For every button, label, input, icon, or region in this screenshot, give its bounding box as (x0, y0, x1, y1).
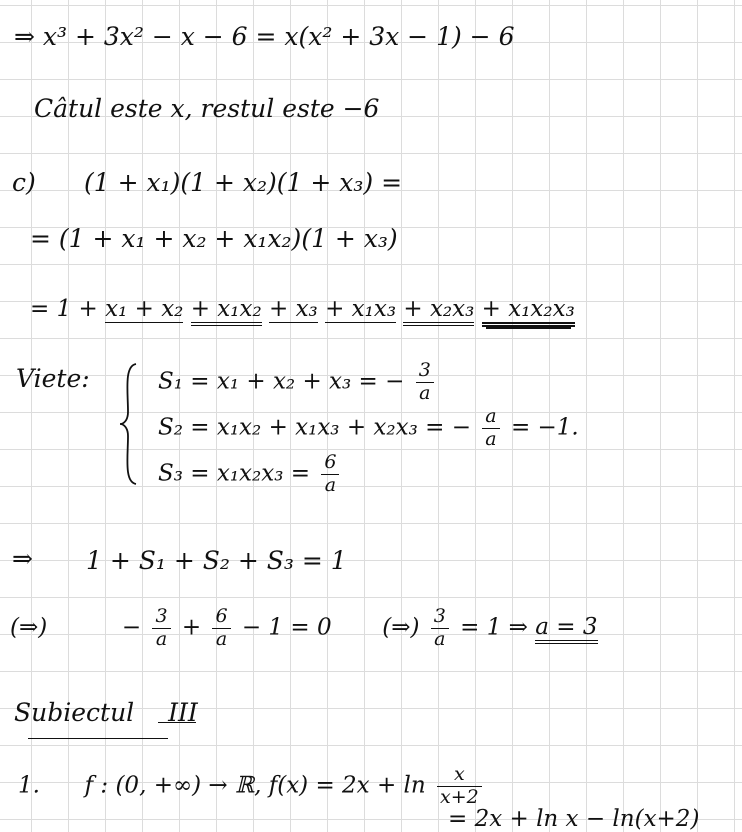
line-product-expression: (1 + x₁)(1 + x₂)(1 + x₃) = (84, 168, 403, 197)
denominator: a (215, 627, 228, 650)
plus-sign: + (181, 614, 202, 641)
line-part-c-label: c) (12, 168, 36, 197)
implication-arrow: ⇒ (12, 544, 33, 573)
expansion-term-x1-x2: x₁ + x₂ (105, 296, 184, 322)
expansion-term-x1x3: + x₁x₃ (325, 296, 397, 322)
numerator: 6 (212, 606, 230, 629)
s2-lhs: S₂ = x₁x₂ + x₁x₃ + x₂x₃ = − (158, 414, 471, 441)
numerator: 3 (152, 606, 170, 629)
fraction-x-over-x-plus-2 (437, 764, 482, 809)
equiv-symbol: (⇒) (10, 614, 48, 641)
expansion-start: = 1 + (30, 296, 98, 322)
left-brace-icon (118, 362, 140, 486)
denominator: x+2 (440, 785, 479, 808)
s1-denominator: a (419, 381, 431, 404)
line-quotient-remainder: Câtul este x, restul este −6 (34, 94, 380, 123)
function-definition: f : (0, +∞) → ℝ, f(x) = 2x + ln (84, 772, 426, 799)
numerator: 3 (431, 606, 449, 629)
s2-rhs: = −1. (510, 414, 579, 441)
viete-label: Viete: (16, 364, 90, 393)
s3-numerator: 6 (321, 452, 339, 475)
viete-s3 (158, 452, 343, 497)
subject-number-underline (158, 722, 196, 723)
line-division-result: ⇒ x³ + 3x² − x − 6 = x(x² + 3x − 1) − 6 (14, 22, 515, 51)
line-full-expansion (30, 298, 575, 321)
s2-denominator: a (485, 427, 497, 450)
fraction-3-over-a-2 (431, 606, 449, 651)
numerator: x (437, 764, 482, 787)
denominator: a (155, 627, 168, 650)
denominator: a (434, 627, 446, 650)
line-solve-a (10, 606, 598, 651)
expansion-term-x1x2x3: + x₁x₂x₃ (482, 296, 575, 327)
line-function-definition (18, 764, 486, 809)
s1-numerator: 3 (416, 360, 434, 383)
line-sum-identity: 1 + S₁ + S₂ + S₃ = 1 (86, 546, 347, 575)
equation-tail: − 1 = 0 (241, 614, 332, 641)
s1-fraction (416, 360, 434, 405)
line-partial-expansion: = (1 + x₁ + x₂ + x₁x₂)(1 + x₃) (30, 224, 398, 253)
viete-s2 (158, 406, 579, 451)
s3-fraction (321, 452, 339, 497)
s2-numerator: a (482, 406, 499, 429)
s3-denominator: a (324, 473, 337, 496)
expansion-term-x2x3: + x₂x₃ (403, 296, 474, 326)
s3-lhs: S₃ = x₁x₂x₃ = (158, 460, 311, 487)
viete-s1 (158, 360, 438, 405)
s1-lhs: S₁ = x₁ + x₂ + x₃ = − (158, 368, 405, 395)
subject-underline (28, 738, 168, 739)
fraction-3-over-a (152, 606, 170, 651)
expansion-term-x3: + x₃ (269, 296, 318, 322)
final-result: a = 3 (535, 614, 597, 644)
subject-title: Subiectul (14, 698, 135, 727)
equation-tail-2: = 1 ⇒ (460, 614, 528, 641)
equiv-symbol-2: (⇒) (382, 614, 420, 641)
item-number: 1. (18, 772, 40, 799)
expansion-term-x1x2: + x₁x₂ (191, 296, 262, 326)
fraction-6-over-a (212, 606, 230, 651)
line-function-rewrite: = 2x + ln x − ln(x+2) (448, 806, 700, 832)
s2-fraction (482, 406, 499, 451)
minus-sign: − (121, 614, 142, 641)
subject-number: III (168, 698, 198, 727)
